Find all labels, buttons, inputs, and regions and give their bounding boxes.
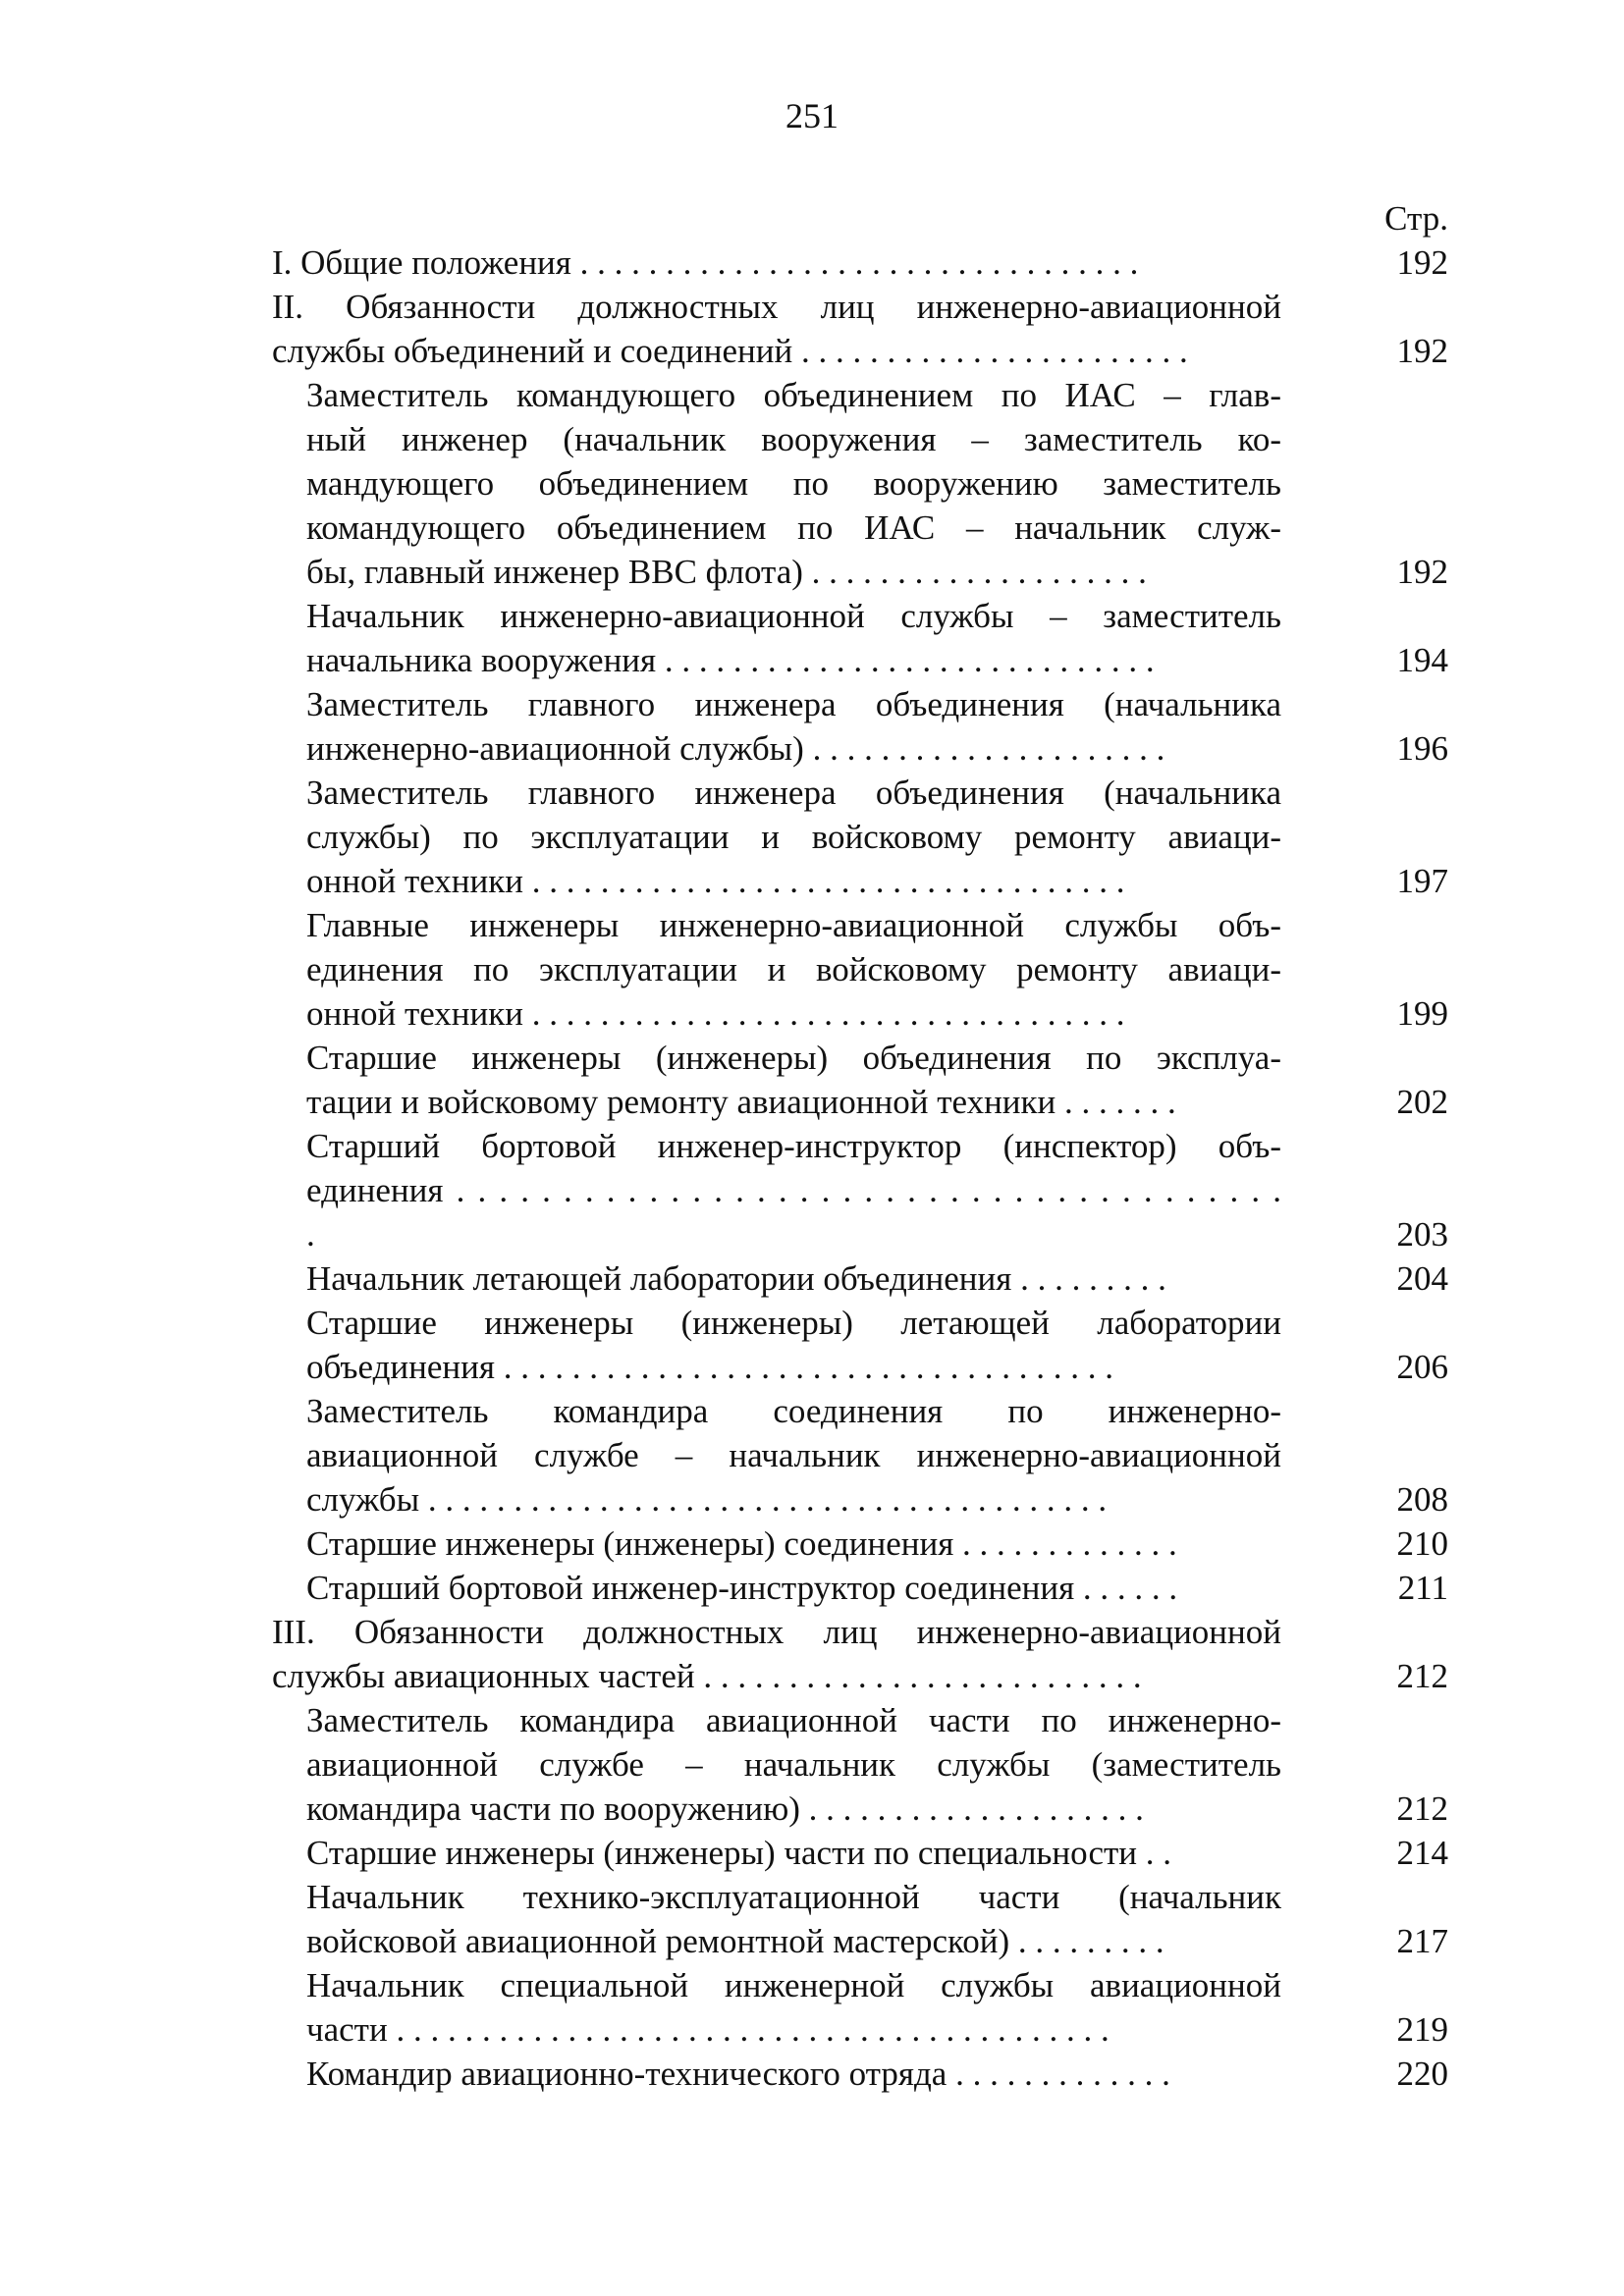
toc-entry-title <box>272 240 1281 285</box>
toc-entry <box>272 1389 1448 1522</box>
toc-entry-line: Начальник специальной инженерной службы авиационной <box>306 1966 1281 2004</box>
toc-entry-page: 210 <box>1396 1524 1448 1563</box>
toc-entry <box>272 1301 1448 1389</box>
toc-entry-page: 199 <box>1396 994 1448 1033</box>
toc-entry-line: Начальник технико-эксплуатационной части (начальник <box>306 1878 1281 1916</box>
toc-entry <box>272 1698 1448 1831</box>
toc-entry-title <box>272 682 1281 771</box>
toc-entry <box>272 1522 1448 1566</box>
toc-entry-line: тации и войсковому ремонту авиационной техники . . . . . . . <box>306 1083 1176 1121</box>
toc-entry-line: Старшие инженеры (инженеры) объединения по эксплуа- <box>306 1039 1281 1077</box>
toc-entry-line: службы) по эксплуатации и войсковому ремонту авиаци- <box>306 818 1281 856</box>
toc-entry <box>272 1256 1448 1301</box>
toc-entry-line: начальника вооружения . . . . . . . . . . . . . . . . . . . . . . . . . . . . . <box>306 641 1155 679</box>
toc-entry-title <box>272 903 1281 1036</box>
toc-entry-title <box>272 1610 1281 1698</box>
toc-entry-line: . <box>306 1215 315 1254</box>
toc-entry-line: части . . . . . . . . . . . . . . . . . . . . . . . . . . . . . . . . . . . . . . . . . . <box>306 2010 1110 2049</box>
table-of-contents <box>272 196 1448 2096</box>
toc-entry-page: 192 <box>1396 553 1448 591</box>
toc-entry-title <box>272 1875 1281 1963</box>
toc-entry-line: Заместитель главного инженера объединения (начальника <box>306 774 1281 812</box>
toc-entry <box>272 2052 1448 2096</box>
toc-entry-title <box>272 1522 1281 1566</box>
toc-entry-line: службы . . . . . . . . . . . . . . . . . . . . . . . . . . . . . . . . . . . . . . . . <box>306 1480 1108 1519</box>
toc-entry-line: командира части по вооружению) . . . . . . . . . . . . . . . . . . . . <box>306 1789 1144 1828</box>
toc-entry-line: Старшие инженеры (инженеры) летающей лаборатории <box>306 1304 1281 1342</box>
toc-entry-line: Заместитель командира соединения по инженерно- <box>306 1392 1281 1430</box>
toc-entry-title <box>272 1566 1281 1610</box>
toc-entry-line: Старший бортовой инженер-инструктор соединения . . . . . . <box>306 1569 1178 1607</box>
toc-entry-page: 204 <box>1396 1259 1448 1298</box>
toc-entry-line: командующего объединением по ИАС – начальник служ- <box>306 508 1281 547</box>
toc-entry-title <box>272 771 1281 903</box>
toc-entry-title <box>272 1963 1281 2052</box>
toc-entry-line: авиационной службе – начальник службы (заместитель <box>306 1745 1281 1784</box>
toc-entry <box>272 1875 1448 1963</box>
toc-entry-title <box>272 1831 1281 1875</box>
toc-entry-line: инженерно-авиационной службы) . . . . . . . . . . . . . . . . . . . . . <box>306 729 1165 768</box>
toc-entry <box>272 1566 1448 1610</box>
toc-entries <box>272 240 1448 2096</box>
toc-entry-line: Заместитель командира авиационной части по инженерно- <box>306 1701 1281 1739</box>
toc-entry-line: службы авиационных частей . . . . . . . . . . . . . . . . . . . . . . . . . . <box>272 1657 1142 1695</box>
toc-entry-line: Старшие инженеры (инженеры) части по специальности . . <box>306 1834 1172 1872</box>
toc-entry-line: мандующего объединением по вооружению заместитель <box>306 464 1281 503</box>
toc-entry-page: 217 <box>1396 1922 1448 1960</box>
toc-entry-line: единения . . . . . . . . . . . . . . . . . . . . . . . . . . . . . . . . . . . . . . . <box>306 1171 1281 1209</box>
toc-entry-line: Главные инженеры инженерно-авиационной службы объ- <box>306 906 1281 944</box>
toc-entry-page: 194 <box>1396 641 1448 679</box>
toc-entry-page: 219 <box>1396 2010 1448 2049</box>
toc-entry-title <box>272 1301 1281 1389</box>
toc-entry-page: 197 <box>1396 862 1448 900</box>
toc-entry-title <box>272 1698 1281 1831</box>
toc-entry-page: 220 <box>1396 2055 1448 2093</box>
toc-entry-page: 196 <box>1396 729 1448 768</box>
toc-entry-line: бы, главный инженер ВВС флота) . . . . . . . . . . . . . . . . . . . . <box>306 553 1147 591</box>
toc-entry-line: онной техники . . . . . . . . . . . . . . . . . . . . . . . . . . . . . . . . . . . <box>306 994 1125 1033</box>
page-number: 251 <box>785 96 839 135</box>
toc-entry-title <box>272 1124 1281 1256</box>
toc-entry-page: 212 <box>1396 1657 1448 1695</box>
toc-entry-line: войсковой авиационной ремонтной мастерской) . . . . . . . . . <box>306 1922 1164 1960</box>
toc-entry-line: службы объединений и соединений . . . . . . . . . . . . . . . . . . . . . . . <box>272 332 1188 370</box>
toc-entry <box>272 682 1448 771</box>
toc-entry-page: 212 <box>1396 1789 1448 1828</box>
toc-entry-line: Заместитель командующего объединением по ИАС – глав- <box>306 376 1281 414</box>
toc-entry-line: Старший бортовой инженер-инструктор (инспектор) объ- <box>306 1127 1281 1165</box>
toc-entry <box>272 1124 1448 1256</box>
toc-entry-title <box>272 373 1281 594</box>
toc-entry-line: I. Общие положения . . . . . . . . . . . . . . . . . . . . . . . . . . . . . . . . . <box>272 243 1139 282</box>
toc-entry-page: 203 <box>1396 1215 1448 1254</box>
toc-entry-line: Командир авиационно-технического отряда . . . . . . . . . . . . . <box>306 2055 1170 2093</box>
toc-entry <box>272 1831 1448 1875</box>
toc-entry-line: ный инженер (начальник вооружения – заместитель ко- <box>306 420 1281 458</box>
toc-entry <box>272 594 1448 682</box>
toc-entry-page: 214 <box>1396 1834 1448 1872</box>
page-column-header <box>272 196 1448 240</box>
toc-entry-page: 211 <box>1397 1569 1448 1607</box>
toc-entry <box>272 240 1448 285</box>
toc-entry-line: авиационной службе – начальник инженерно-авиационной <box>306 1436 1281 1474</box>
toc-entry-title <box>272 1389 1281 1522</box>
toc-entry-title <box>272 1036 1281 1124</box>
toc-entry <box>272 771 1448 903</box>
toc-entry-line: Старшие инженеры (инженеры) соединения . . . . . . . . . . . . . <box>306 1524 1177 1563</box>
toc-entry-line: Начальник инженерно-авиационной службы – заместитель <box>306 597 1281 635</box>
toc-entry-page: 192 <box>1396 243 1448 282</box>
toc-entry-line: онной техники . . . . . . . . . . . . . . . . . . . . . . . . . . . . . . . . . . . <box>306 862 1125 900</box>
toc-entry <box>272 1036 1448 1124</box>
toc-entry-title <box>272 594 1281 682</box>
toc-entry-title <box>272 285 1281 373</box>
toc-entry <box>272 373 1448 594</box>
toc-entry <box>272 903 1448 1036</box>
toc-entry-title <box>272 1256 1281 1301</box>
toc-entry-line: III. Обязанности должностных лиц инженерно-авиационной <box>272 1613 1281 1651</box>
toc-entry-line: единения по эксплуатации и войсковому ремонту авиаци- <box>306 950 1281 988</box>
toc-entry-line: II. Обязанности должностных лиц инженерно-авиационной <box>272 288 1281 326</box>
toc-entry-page: 192 <box>1396 332 1448 370</box>
toc-entry <box>272 1963 1448 2052</box>
toc-entry-line: Начальник летающей лаборатории объединения . . . . . . . . . <box>306 1259 1166 1298</box>
toc-entry-page: 202 <box>1396 1083 1448 1121</box>
toc-entry-line: объединения . . . . . . . . . . . . . . . . . . . . . . . . . . . . . . . . . . . . <box>306 1348 1113 1386</box>
toc-entry-page: 206 <box>1396 1348 1448 1386</box>
toc-entry <box>272 285 1448 373</box>
toc-entry <box>272 1610 1448 1698</box>
toc-entry-title <box>272 2052 1281 2096</box>
toc-entry-page: 208 <box>1396 1480 1448 1519</box>
page-column-label: Стр. <box>1384 199 1448 238</box>
toc-entry-line: Заместитель главного инженера объединения (начальника <box>306 685 1281 723</box>
